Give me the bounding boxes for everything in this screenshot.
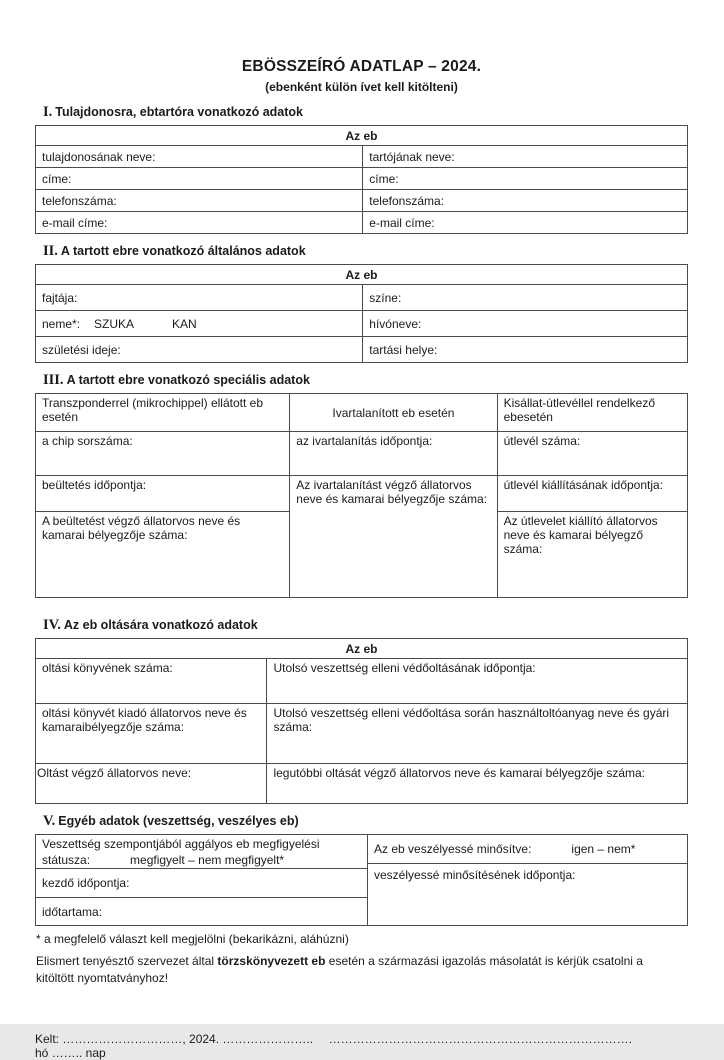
table-row: [36, 764, 688, 804]
section3-title: A tartott ebre vonatkozó speciális adatok: [66, 373, 310, 387]
field-passport-issue-date: útlevél kiállításának időpontja:: [497, 476, 687, 512]
section2-title: A tartott ebre vonatkozó általános adatok: [60, 244, 306, 258]
field-observation-status: [36, 835, 367, 869]
field-vaccination-book-number: oltási könyvének száma:: [36, 659, 267, 704]
table-row: [36, 394, 688, 432]
field-owner-phone: telefonszáma:: [36, 190, 363, 212]
observation-line1: Veszettség szempontjából aggályos eb megfigyelési: [42, 837, 320, 851]
breeding-note-bold: törzskönyvezett eb: [217, 954, 326, 968]
table-row: [36, 190, 688, 212]
field-dangerous-date: veszélyessé minősítésének időpontja:: [374, 868, 576, 882]
az-eb-header: Az eb: [36, 265, 688, 285]
table-row: [36, 337, 688, 363]
section3-numeral: III.: [43, 372, 64, 388]
table-row: [36, 212, 688, 234]
field-book-issuing-vet: oltási könyvét kiadó állatorvos neve és kamaraibélyegzője száma:: [36, 704, 267, 764]
table-row: [36, 146, 688, 168]
field-breed: fajtája:: [36, 285, 363, 311]
section5-left-column: [36, 835, 368, 925]
col-header-microchip: Transzponderrel (mikrochippel) ellátott eb esetén: [36, 394, 290, 432]
field-sex: [36, 311, 363, 337]
section3-heading: [43, 372, 688, 389]
field-observation-start: kezdő időpontja:: [36, 869, 367, 898]
table-row: [36, 659, 688, 704]
field-keeper-name: tartójának neve:: [363, 146, 688, 168]
field-keeping-place: tartási helye:: [363, 337, 688, 363]
date-signature-row: [35, 1032, 688, 1060]
field-vaccinating-vet-name: Oltást végző állatorvos neve:: [36, 764, 267, 804]
field-dangerous-classified: [368, 835, 687, 864]
field-call-name: hívóneve:: [363, 311, 688, 337]
table-row: [36, 476, 688, 512]
table-row: [36, 432, 688, 476]
table-row: [36, 265, 688, 285]
field-keeper-phone: telefonszáma:: [363, 190, 688, 212]
field-vaccine-name-serial: Utolsó veszettség elleni védőoltása során használtoltóanyag neve és gyári száma:: [267, 704, 688, 764]
section1-heading: [43, 104, 688, 121]
section2-table: [35, 264, 688, 363]
observation-label: státusza:: [42, 852, 91, 867]
field-implant-vet: A beültetést végző állatorvos neve és kamarai bélyegzője száma:: [36, 512, 290, 598]
field-last-vaccinating-vet: legutóbbi oltását végző állatorvos neve és kamarai bélyegzője száma:: [267, 764, 688, 804]
section1-numeral: I.: [43, 104, 53, 120]
section1-title: Tulajdonosra, ebtartóra vonatkozó adatok: [55, 105, 304, 119]
az-eb-header: Az eb: [36, 126, 688, 146]
field-neuter-date: az ivartalanítás időpontja:: [290, 432, 497, 476]
field-keeper-address: címe:: [363, 168, 688, 190]
table-row: [36, 311, 688, 337]
section2-heading: [43, 243, 688, 260]
dangerous-options: igen – nem*: [571, 842, 636, 856]
section4-table: [35, 638, 688, 804]
field-implant-date: beültetés időpontja:: [36, 476, 290, 512]
breeding-note-post: esetén a származási igazolás másolatát is kérjük csatolni a kitöltött nyomtatványhoz!: [36, 954, 643, 986]
table-row: [36, 168, 688, 190]
date-line: Kelt: …………………………, 2024. ………………….. hó …….. nap: [35, 1031, 314, 1060]
section1-table: [35, 125, 688, 234]
breeding-note-pre: Elismert tenyésztő szervezet által: [36, 954, 218, 968]
section4-numeral: IV.: [43, 617, 61, 633]
section3-table: [35, 393, 688, 598]
field-passport-vet: Az útlevelet kiállító állatorvos neve és kamarai bélyegző száma:: [497, 512, 687, 598]
az-eb-header: Az eb: [36, 639, 688, 659]
section5-title: Egyéb adatok (veszettség, veszélyes eb): [58, 814, 299, 828]
section4-title: Az eb oltására vonatkozó adatok: [63, 618, 258, 632]
signature-line: ………………………………………………………………….: [328, 1031, 632, 1046]
footnote-asterisk: * a megfelelő választ kell megjelölni (bekarikázni, aláhúzni): [36, 932, 349, 946]
field-last-rabies-date: Utolsó veszettség elleni védőoltásának időpontja:: [267, 659, 688, 704]
page-title: EBÖSSZEÍRÓ ADATLAP – 2024.: [241, 58, 482, 75]
col-header-passport: Kisállat-útlevéllel rendelkező ebesetén: [497, 394, 687, 432]
section5-right-column: [368, 835, 687, 925]
field-color: színe:: [363, 285, 688, 311]
sex-option-kan: KAN: [172, 316, 197, 331]
breeding-note: [36, 953, 676, 988]
sex-option-szuka: SZUKA: [94, 316, 135, 331]
table-row: [36, 126, 688, 146]
table-row: [36, 639, 688, 659]
field-chip-number: a chip sorszáma:: [36, 432, 290, 476]
sex-label: neme*:: [42, 316, 81, 331]
table-row: [36, 285, 688, 311]
field-observation-duration: időtartama:: [42, 904, 103, 919]
field-owner-name: tulajdonosának neve:: [36, 146, 363, 168]
col-header-neutered: Ivartalanított eb esetén: [290, 394, 497, 432]
field-owner-email: e-mail címe:: [36, 212, 363, 234]
observation-options: megfigyelt – nem megfigyelt*: [130, 852, 285, 867]
section5-table: [35, 834, 688, 926]
page-subtitle: (ebenként külön ívet kell kitölteni): [265, 80, 458, 94]
section5-numeral: V.: [43, 813, 56, 829]
field-keeper-email: e-mail címe:: [363, 212, 688, 234]
section2-numeral: II.: [43, 243, 58, 259]
field-owner-address: címe:: [36, 168, 363, 190]
field-neuter-vet: Az ivartalanítást végző állatorvos neve és kamarai bélyegzője száma:: [290, 476, 497, 598]
field-passport-number: útlevél száma:: [497, 432, 687, 476]
table-row: [36, 704, 688, 764]
dangerous-label: Az eb veszélyessé minősítve:: [374, 842, 532, 856]
section4-heading: [43, 617, 688, 634]
section5-heading: [43, 813, 688, 830]
field-birth-date: születési ideje:: [36, 337, 363, 363]
